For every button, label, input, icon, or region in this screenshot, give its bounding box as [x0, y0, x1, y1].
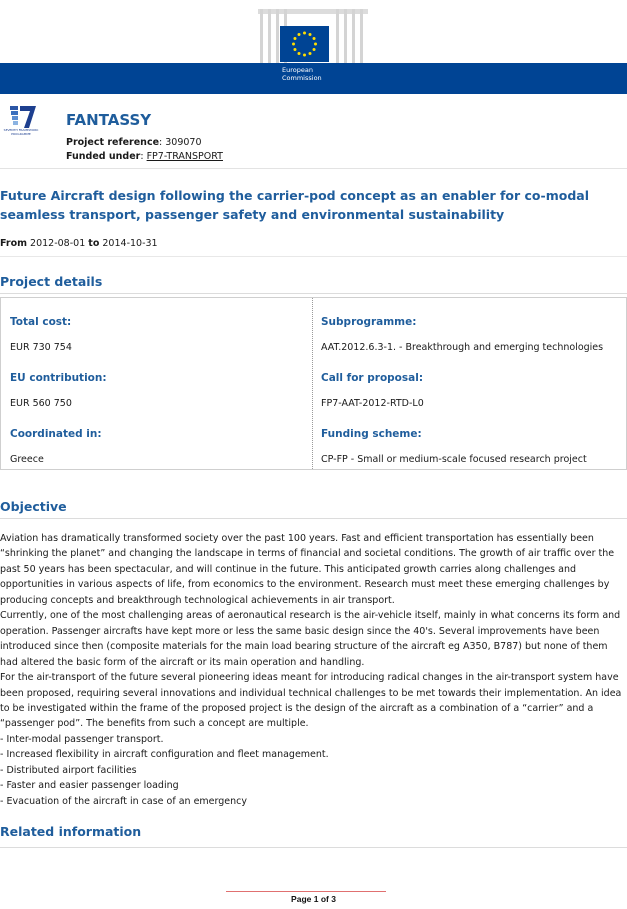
- ec-label-line2: Commission: [282, 74, 322, 82]
- eu-star: [292, 43, 295, 46]
- funded-under-label: Funded under: [66, 151, 141, 162]
- project-reference: [66, 137, 202, 148]
- eu-flag-icon: [280, 26, 329, 62]
- objective-paragraph-3: For the air-transport of the future several pioneering ideas meant for introducing radical changes in the air-transport system have been proposed, requiring several innovations and individual technical challenges to be met towards their implementation. An idea to be investigated within the frame of the proposed project is the design of the aircraft as a combination of a “carrier” and a “passenger pod”. The benefits from such a concept are multiple.: [0, 672, 622, 730]
- project-details-heading: Project details: [0, 274, 103, 289]
- eu-star: [309, 33, 312, 36]
- funded-under-link[interactable]: FP7-TRANSPORT: [146, 151, 223, 162]
- subprogramme-value: AAT.2012.6.3-1. - Breakthrough and emerging technologies: [321, 342, 604, 353]
- call-value: FP7-AAT-2012-RTD-L0: [321, 398, 424, 409]
- eu-star: [309, 52, 312, 55]
- objective-text: [0, 531, 627, 809]
- objective-bullet: - Inter-modal passenger transport.: [0, 733, 164, 745]
- eu-star: [293, 48, 296, 51]
- coordinated-label: Coordinated in:: [10, 428, 102, 440]
- fp7-logo: [2, 104, 40, 140]
- to-label: to: [88, 238, 100, 249]
- coordinated-cell: [10, 428, 102, 465]
- subprogramme-label: Subprogramme:: [321, 316, 417, 328]
- objective-bullet: - Distributed airport facilities: [0, 764, 137, 776]
- eu-star: [293, 37, 296, 40]
- call-cell: [321, 372, 424, 409]
- dates-divider: [0, 256, 627, 257]
- eu-star: [303, 32, 306, 35]
- funded-under-separator: :: [140, 151, 147, 162]
- related-information-rule: [0, 847, 627, 848]
- project-title: Future Aircraft design following the carrier-pod concept as an enabler for co-modal seamless transport, passenger safety and environmental sustainability: [0, 188, 589, 222]
- to-date: 2014-10-31: [102, 238, 158, 249]
- eu-star: [298, 52, 301, 55]
- eu-star: [313, 48, 316, 51]
- objective-heading: Objective: [0, 499, 67, 514]
- eu-contribution-value: EUR 560 750: [10, 398, 72, 409]
- project-acronym: FANTASSY: [66, 111, 152, 129]
- funded-under: [66, 151, 223, 162]
- total-cost-cell: [10, 316, 72, 353]
- objective-paragraph-1: Aviation has dramatically transformed society over the past 100 years. Fast and efficient transportation has essentially been “shrinking the planet” and changing the landscape in terms of financial and societal conditions. The growth of air traffic over the past 50 years has been spectacular, and will continue in the future. This anticipated growth carries along challenges and opportunities in various aspects of life, from economics to the environment. Research must meet these emerging challenges by producing concepts and breakthrough technological achievements in air transport.: [0, 533, 615, 606]
- page-number: Page 1 of 3: [291, 894, 336, 904]
- footer-rule: [226, 891, 386, 892]
- objective-bullet: - Evacuation of the aircraft in case of an emergency: [0, 795, 247, 807]
- header-divider: [0, 168, 627, 169]
- eu-star: [303, 54, 306, 57]
- from-date: 2012-08-01: [30, 238, 86, 249]
- subprogramme-cell: [321, 316, 604, 353]
- coordinated-value: Greece: [10, 454, 44, 465]
- call-label: Call for proposal:: [321, 372, 424, 384]
- total-cost-label: Total cost:: [10, 316, 72, 328]
- funding-scheme-value: CP-FP - Small or medium-scale focused research project: [321, 454, 587, 465]
- project-reference-value: : 309070: [159, 137, 202, 148]
- funding-scheme-label: Funding scheme:: [321, 428, 422, 440]
- total-cost-value: EUR 730 754: [10, 342, 72, 353]
- from-label: From: [0, 238, 27, 249]
- fp7-caption: SEVENTH FRAMEWORK PROGRAMME: [3, 128, 39, 136]
- eu-star: [298, 33, 301, 36]
- details-column-divider: [312, 298, 313, 469]
- project-reference-label: Project reference: [66, 137, 160, 148]
- related-information-heading: Related information: [0, 824, 142, 839]
- objective-paragraph-2: Currently, one of the most challenging areas of aeronautical research is the air-vehicle itself, mainly in what concerns its form and operation. Passenger aircrafts have kept more or less the same basic design since the 40's. Several improvements have been introduced since then (composite materials for the main load bearing structure of the aircraft eg A350, B787) but none of them had altered the basic form of the aircraft or its main operation and handling.: [0, 610, 621, 668]
- eu-contribution-label: EU contribution:: [10, 372, 107, 384]
- ec-header: [0, 0, 627, 95]
- objective-bullet: - Faster and easier passenger loading: [0, 780, 179, 792]
- project-details-table: [0, 297, 627, 470]
- project-details-rule: [0, 293, 627, 294]
- project-dates: [0, 238, 158, 249]
- ec-label-line1: European: [282, 66, 313, 74]
- eu-star: [314, 43, 317, 46]
- eu-star: [313, 37, 316, 40]
- funding-scheme-cell: [321, 428, 587, 465]
- objective-rule: [0, 518, 627, 519]
- objective-bullet: - Increased flexibility in aircraft configuration and fleet management.: [0, 749, 329, 761]
- ec-institution-label: [282, 66, 322, 82]
- eu-contribution-cell: [10, 372, 107, 409]
